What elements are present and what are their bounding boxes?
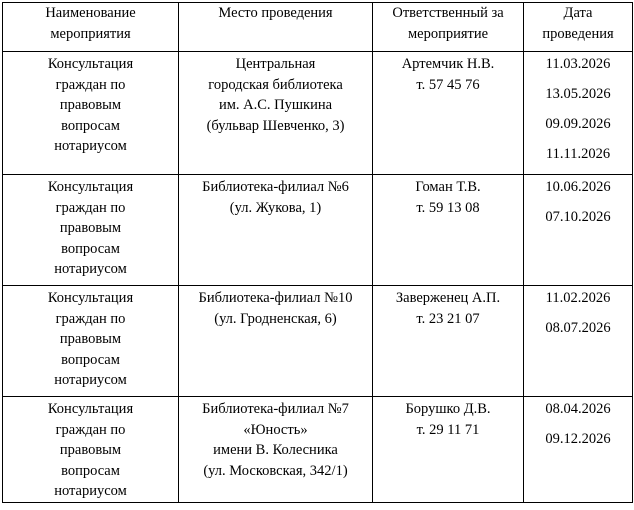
header-event-name bbox=[3, 3, 179, 52]
event-date: 08.04.2026 bbox=[545, 401, 611, 417]
event-name-line: правовым bbox=[59, 97, 122, 113]
event-name-line: нотариусом bbox=[54, 138, 127, 154]
event-name-cell bbox=[3, 286, 179, 397]
table-row bbox=[3, 52, 633, 175]
responsible-name: Артемчик Н.В. bbox=[401, 56, 495, 72]
event-date: 11.02.2026 bbox=[545, 290, 611, 306]
event-name-cell bbox=[3, 52, 179, 175]
header-text-line: Ответственный за bbox=[392, 5, 504, 21]
event-date: 13.05.2026 bbox=[545, 86, 611, 102]
event-date: 07.10.2026 bbox=[545, 209, 611, 225]
header-text-line: Наименование bbox=[45, 5, 136, 21]
event-name-line: правовым bbox=[59, 220, 122, 236]
event-name-line: нотариусом bbox=[54, 372, 127, 388]
venue-line: городская библиотека bbox=[208, 76, 343, 93]
venue-line: Центральная bbox=[235, 56, 316, 72]
event-name-line: нотариусом bbox=[54, 261, 127, 277]
event-name-line: граждан по bbox=[55, 76, 126, 93]
header-date bbox=[524, 3, 633, 52]
venue-line: им. А.С. Пушкина bbox=[218, 97, 333, 113]
event-name-line: граждан по bbox=[55, 421, 126, 438]
table-row bbox=[3, 286, 633, 397]
event-date: 08.07.2026 bbox=[545, 320, 611, 336]
venue-line: Библиотека-филиал №7 bbox=[202, 401, 349, 417]
table-row bbox=[3, 397, 633, 503]
event-date: 09.09.2026 bbox=[545, 116, 611, 132]
responsible-phone: т. 59 13 08 bbox=[416, 199, 480, 216]
header-text-line: мероприятие bbox=[407, 25, 489, 42]
event-name-line: Консультация bbox=[47, 179, 134, 195]
header-venue bbox=[179, 3, 373, 52]
event-name-line: вопросам bbox=[61, 240, 120, 257]
venue-line: (ул. Московская, 342/1) bbox=[203, 462, 348, 479]
venue-line: «Юность» bbox=[243, 421, 308, 438]
date-cell bbox=[524, 286, 633, 397]
responsible-name: Заверженец А.П. bbox=[395, 290, 501, 306]
venue-line: Библиотека-филиал №6 bbox=[202, 179, 349, 195]
responsible-cell bbox=[373, 52, 524, 175]
responsible-phone: т. 57 45 76 bbox=[416, 76, 480, 93]
event-date: 10.06.2026 bbox=[545, 179, 611, 195]
venue-line: (ул. Жукова, 1) bbox=[229, 199, 322, 216]
date-cell bbox=[524, 175, 633, 286]
header-text-line: Место проведения bbox=[218, 5, 333, 21]
event-name-line: граждан по bbox=[55, 199, 126, 216]
responsible-cell bbox=[373, 286, 524, 397]
event-date: 11.03.2026 bbox=[545, 56, 611, 72]
table-header-row bbox=[3, 3, 633, 52]
venue-cell bbox=[179, 52, 373, 175]
venue-cell bbox=[179, 286, 373, 397]
event-name-line: правовым bbox=[59, 331, 122, 347]
responsible-cell bbox=[373, 175, 524, 286]
event-date: 11.11.2026 bbox=[545, 146, 611, 162]
event-name-line: правовым bbox=[59, 442, 122, 458]
venue-line: (бульвар Шевченко, 3) bbox=[206, 117, 345, 134]
events-schedule-table bbox=[2, 2, 633, 503]
event-name-line: Консультация bbox=[47, 56, 134, 72]
event-name-cell bbox=[3, 397, 179, 503]
date-cell bbox=[524, 52, 633, 175]
event-date: 09.12.2026 bbox=[545, 431, 611, 447]
header-responsible bbox=[373, 3, 524, 52]
header-text-line: Дата bbox=[563, 5, 593, 21]
venue-cell bbox=[179, 175, 373, 286]
header-text-line: проведения bbox=[542, 25, 614, 42]
event-name-line: вопросам bbox=[61, 462, 120, 479]
table-row bbox=[3, 175, 633, 286]
venue-cell bbox=[179, 397, 373, 503]
event-name-line: Консультация bbox=[47, 401, 134, 417]
event-name-line: вопросам bbox=[61, 351, 120, 368]
responsible-phone: т. 29 11 71 bbox=[416, 421, 480, 438]
responsible-name: Гоман Т.В. bbox=[415, 179, 481, 195]
date-cell bbox=[524, 397, 633, 503]
event-name-cell bbox=[3, 175, 179, 286]
venue-line: Библиотека-филиал №10 bbox=[198, 290, 353, 306]
header-text-line: мероприятия bbox=[50, 25, 131, 42]
event-name-line: вопросам bbox=[61, 117, 120, 134]
responsible-phone: т. 23 21 07 bbox=[416, 310, 480, 327]
event-name-line: граждан по bbox=[55, 310, 126, 327]
event-name-line: Консультация bbox=[47, 290, 134, 306]
venue-line: (ул. Гродненская, 6) bbox=[214, 310, 337, 327]
responsible-cell bbox=[373, 397, 524, 503]
event-name-line: нотариусом bbox=[54, 483, 127, 499]
venue-line: имени В. Колесника bbox=[213, 442, 338, 458]
responsible-name: Борушко Д.В. bbox=[405, 401, 491, 417]
